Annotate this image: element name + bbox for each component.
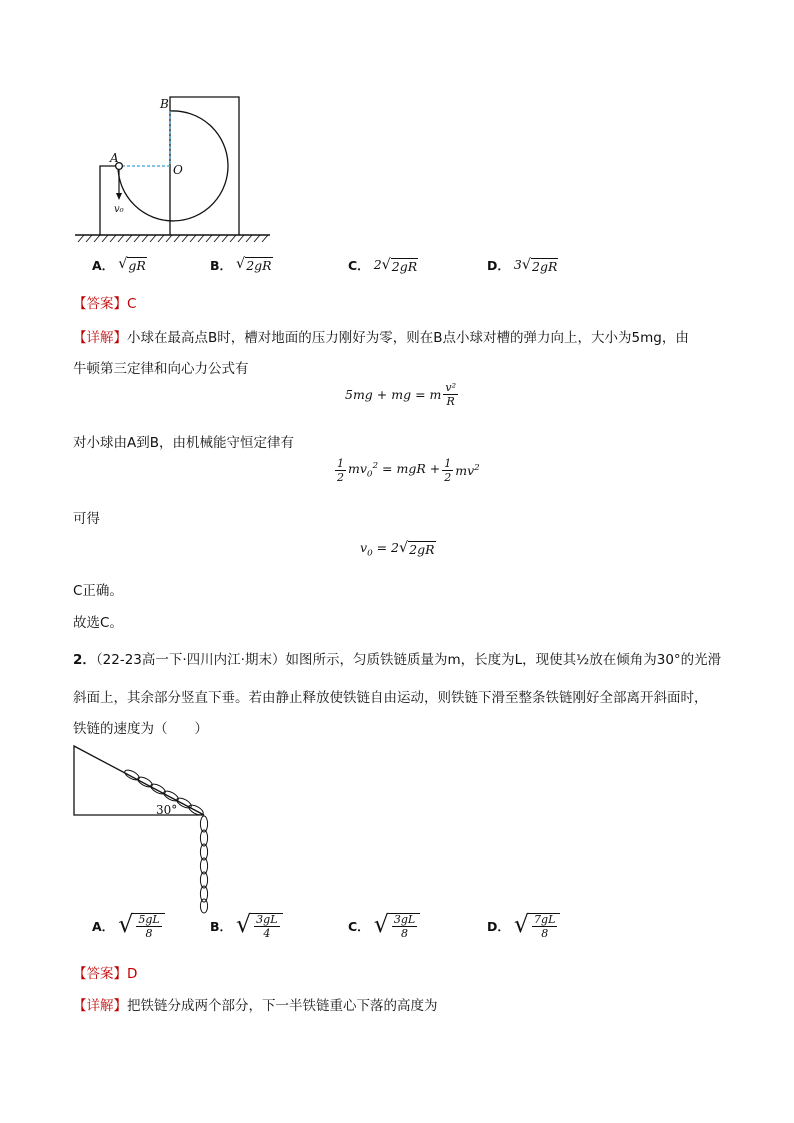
q1-equation-1: 5mg + mg = m $\frac{\text{v²}}{R}$ <box>345 381 456 408</box>
q2-stem: 如图所示，匀质铁链质量为m，长度为L，现使其½放在倾角为30°的光滑 <box>285 652 722 668</box>
q1-option-c[interactable]: C． 2 √ 2gR <box>348 256 418 274</box>
q2-detail-line1 <box>73 994 438 1014</box>
q2-option-c-value: √ $\frac{3gL}{8}$ <box>374 913 421 939</box>
answer-tag: 【答案】 <box>73 966 127 982</box>
detail-text: 小球在最高点B时，槽对地面的压力刚好为零，则在B点小球对槽的弹力向上，大小为5mg，由 <box>127 330 689 346</box>
q1-option-d[interactable]: D． 3 √ 2gR <box>487 256 558 274</box>
q1-detail-line2: 牛顿第三定律和向心力公式有 <box>73 361 249 377</box>
label-b: B <box>160 97 169 111</box>
q1-option-b-value: √ 2gR <box>236 256 272 273</box>
q2-number: 2． <box>73 652 96 668</box>
q2-stem-line2: 斜面上，其余部分竖直下垂。若由静止释放使铁链自由运动，则铁链下滑至整条铁链刚好全部离开斜面时， <box>73 690 708 706</box>
q2-option-a[interactable]: A． √ $\frac{5gL}{8}$ <box>92 913 165 939</box>
q2-option-b-value: √ $\frac{3gL}{4}$ <box>236 913 283 939</box>
q2-option-b[interactable]: B． √ $\frac{3gL}{4}$ <box>210 913 283 939</box>
detail-tag: 【详解】 <box>73 330 127 346</box>
incline <box>74 746 204 815</box>
q2-stem-line1 <box>73 648 721 668</box>
answer-value: C <box>127 296 137 312</box>
q1-equation-3: $v_0 = 2$ √ 2gR <box>360 540 435 559</box>
q2-option-d[interactable]: D． √ $\frac{7gL}{8}$ <box>487 913 560 939</box>
q1-equation-2: $\frac{1}{2}$ $mv_0^2$ = mgR + $\frac{1}{2}$ $mv^2$ <box>337 457 480 484</box>
ground-hatching <box>78 235 268 242</box>
q2-stem-line3: 铁链的速度为（ ） <box>73 721 208 737</box>
q1-detail-line1 <box>73 326 689 346</box>
q1-choose: 故选C。 <box>73 615 123 631</box>
q1-option-a-value: √ gR <box>118 256 146 273</box>
q2-figure <box>70 740 220 915</box>
q1-detail-line3: 对小球由A到B，由机械能守恒定律有 <box>73 435 294 451</box>
chain-hanging <box>200 816 207 913</box>
q1-answer <box>73 292 136 312</box>
q1-conclusion: C正确。 <box>73 583 123 599</box>
q2-source: （22-23高一下·四川内江·期末） <box>95 652 286 668</box>
q2-answer <box>73 962 137 982</box>
q1-option-b[interactable]: B． √ 2gR <box>210 256 272 273</box>
q2-option-c[interactable]: C． √ $\frac{3gL}{8}$ <box>348 913 420 939</box>
answer-value: D <box>127 966 138 982</box>
detail-tag: 【详解】 <box>73 998 127 1014</box>
q1-option-d-value: 3 √ 2gR <box>513 256 558 274</box>
detail-text: 把铁链分成两个部分，下一半铁链重心下落的高度为 <box>127 998 438 1014</box>
answer-tag: 【答案】 <box>73 296 127 312</box>
q1-option-c-value: 2 √ 2gR <box>373 256 418 274</box>
label-v0: v₀ <box>114 204 124 215</box>
q1-option-a[interactable]: A． √ gR <box>92 256 146 273</box>
label-o: O <box>173 163 183 177</box>
q1-detail-line4: 可得 <box>73 511 100 527</box>
q2-option-a-value: √ $\frac{5gL}{8}$ <box>118 913 165 939</box>
angle-label: 30° <box>156 803 178 817</box>
q2-option-d-value: √ $\frac{7gL}{8}$ <box>514 913 561 939</box>
label-a: A <box>110 151 119 165</box>
